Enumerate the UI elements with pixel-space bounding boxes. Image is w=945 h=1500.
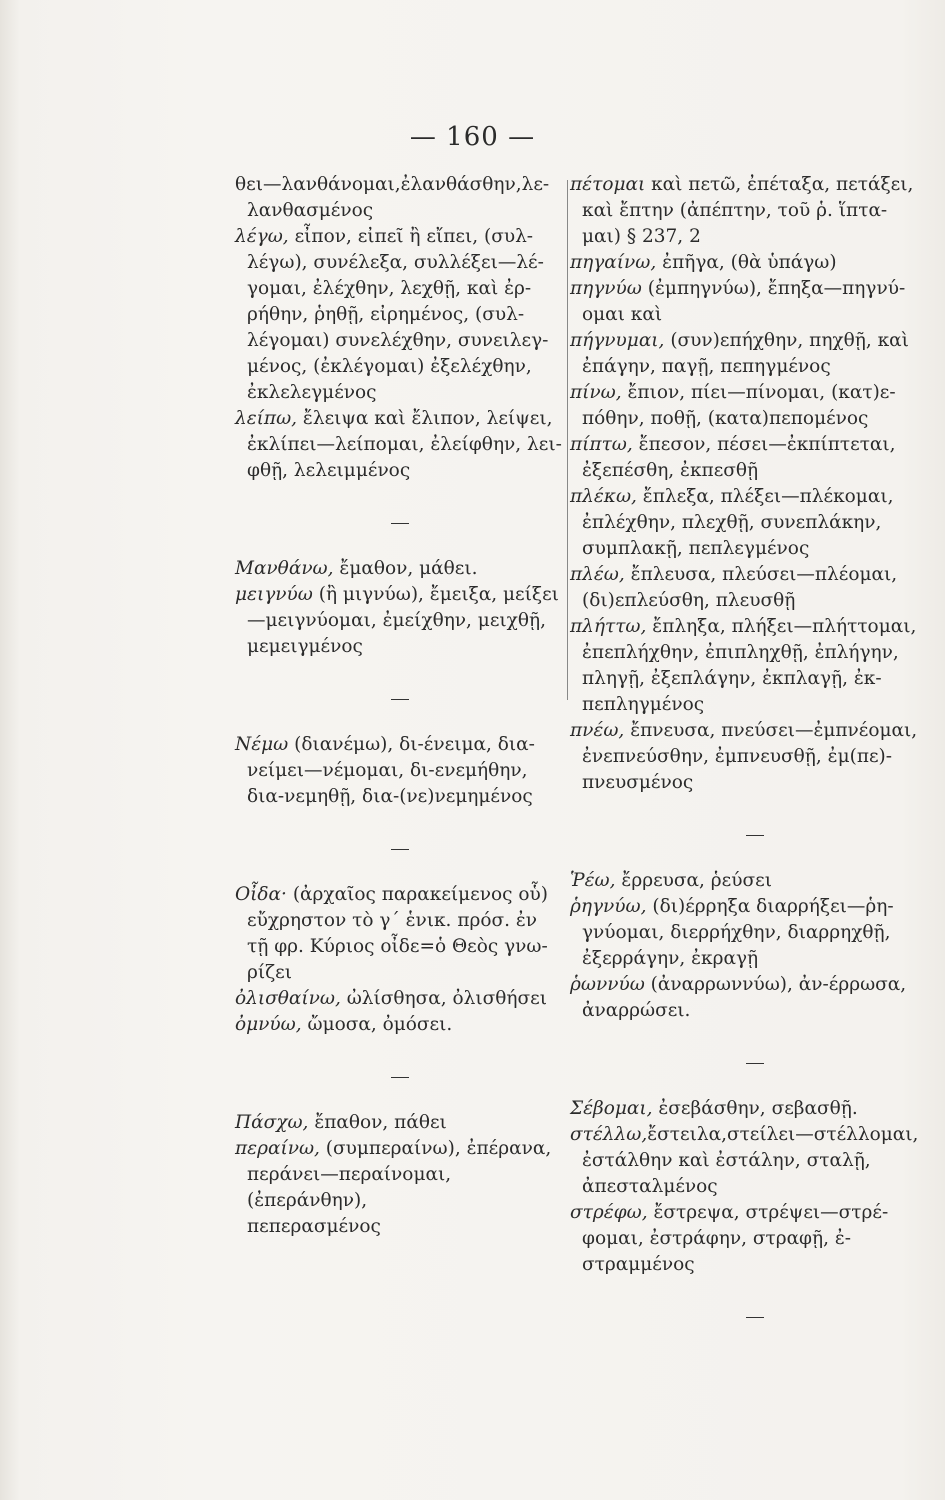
- entries-nu: [235, 732, 565, 810]
- entry-line: [235, 1214, 565, 1240]
- entry-line: [235, 908, 565, 934]
- entry-text: (ἢ μιγνύω), ἔμειξα, μείξει: [312, 584, 559, 605]
- section-separator: [235, 510, 565, 536]
- entry-line: [570, 1174, 940, 1200]
- entry-headword: πήγνυμαι,: [570, 330, 665, 351]
- entry-text: ἐξερράγην, ἐκραγῇ: [582, 948, 759, 969]
- entry-text: ἔρρευσα, ῥεύσει: [615, 870, 772, 891]
- entry-text: πεπερασμένος: [247, 1216, 381, 1237]
- entry-line: [570, 744, 940, 770]
- entry-line: [235, 1012, 565, 1038]
- entry-headword: πέτομαι: [570, 174, 646, 195]
- entry-headword: λείπω,: [235, 408, 298, 429]
- entry-line: [235, 1110, 565, 1136]
- entry-line: [235, 732, 565, 758]
- entry-headword: πίνω,: [570, 382, 622, 403]
- entry-line: [235, 172, 565, 198]
- entry-text: (διανέμω), δι-ένειμα, δια-: [288, 734, 535, 755]
- entry-line: [570, 380, 940, 406]
- entry-text: λανθασμένος: [247, 200, 374, 221]
- entry-headword: μειγνύω: [235, 584, 313, 605]
- entry-headword: ῥηγνύω,: [570, 896, 647, 917]
- entry-headword: Ῥέω,: [570, 870, 616, 891]
- entry-text: ἐπῆγα, (θὰ ὑπάγω): [656, 252, 837, 273]
- entry-line: [235, 582, 565, 608]
- entry-text: ἔστρεψα, στρέψει—στρέ-: [647, 1202, 889, 1223]
- entry-line: [570, 484, 940, 510]
- entry-text: δια-νεμηθῇ, δια-(νε)νεμημένος: [247, 786, 533, 807]
- entry-line: [235, 406, 565, 432]
- entry-text: —μειγνύομαι, ἐμείχθην, μειχθῇ,: [247, 610, 546, 631]
- entry-headword: Μανθάνω,: [235, 558, 334, 579]
- entry-headword: πνέω,: [570, 720, 625, 741]
- entry-text: ἐσεβάσθην, σεβασθῇ.: [652, 1098, 858, 1119]
- entry-text: ὠλίσθησα, ὀλισθήσει: [340, 988, 547, 1009]
- entry-headword: στρέφω,: [570, 1202, 648, 1223]
- entry-line: [570, 172, 940, 198]
- entry-text: περάνει—περαίνομαι,(ἐπεράνθην),: [247, 1164, 452, 1211]
- entries-pi-continued: [570, 172, 940, 796]
- entry-text: (ἀναρρωννύω), ἀν-έρρωσα,: [644, 974, 907, 995]
- entry-line: [570, 354, 940, 380]
- entry-text: ἀναρρώσει.: [582, 1000, 691, 1021]
- entry-text: φομαι, ἐστράφην, στραφῇ, ἐ-: [582, 1228, 852, 1249]
- entry-headword: Νέμω: [235, 734, 289, 755]
- entry-line: [570, 510, 940, 536]
- entries-pi: [235, 1110, 565, 1240]
- entry-text: καὶ πετῶ, ἐπέταξα, πετάξει,: [645, 174, 914, 195]
- entry-line: [235, 934, 565, 960]
- entry-text: φθῇ, λελειμμένος: [247, 460, 411, 481]
- entry-text: ἐκλελεγμένος: [247, 382, 377, 403]
- left-column: [235, 172, 565, 1240]
- entry-line: [570, 536, 940, 562]
- entry-line: [570, 1148, 940, 1174]
- entry-line: [570, 328, 940, 354]
- entry-headword: πηγνύω: [570, 278, 642, 299]
- entry-line: [570, 868, 940, 894]
- entry-text: πεπληγμένος: [582, 694, 705, 715]
- entry-text: ἔμαθον, μάθει.: [333, 558, 478, 579]
- entry-text: στραμμένος: [582, 1254, 695, 1275]
- entry-line: [570, 1122, 940, 1148]
- entry-text: ρήθην, ῥηθῇ, εἰρημένος, (συλ-: [247, 304, 525, 325]
- entry-line: [570, 1252, 940, 1278]
- entry-text: γνύομαι, διερρήχθην, διαρρηχθῇ,: [582, 922, 891, 943]
- entry-text: ἔπλεξα, πλέξει—πλέκομαι,: [636, 486, 894, 507]
- section-separator: [570, 1304, 940, 1330]
- entry-line: [570, 692, 940, 718]
- entry-text: (δι)επλεύσθη, πλευσθῇ: [582, 590, 796, 611]
- entry-text: μαι) § 237, 2: [582, 226, 701, 247]
- entry-text: ἔπνευσα, πνεύσει—ἐμπνέομαι,: [624, 720, 918, 741]
- section-separator: [570, 822, 940, 848]
- entry-text: ἐπάγην, παγῇ, πεπηγμένος: [582, 356, 831, 377]
- entry-line: [235, 302, 565, 328]
- entry-line: [570, 406, 940, 432]
- entry-line: [570, 1200, 940, 1226]
- page-number: — 160 —: [409, 122, 536, 152]
- entry-line: [235, 198, 565, 224]
- entry-text: ὤμοσα, ὀμόσει.: [301, 1014, 453, 1035]
- entry-text: εὔχρηστον τὸ γ΄ ἑνικ. πρόσ. ἐν: [247, 910, 538, 931]
- entry-line: [235, 250, 565, 276]
- entry-line: [570, 198, 940, 224]
- entry-line: [570, 998, 940, 1024]
- entry-text: ομαι καὶ: [582, 304, 663, 325]
- entry-headword: στέλλω,: [570, 1124, 648, 1145]
- entry-headword: πλήττω,: [570, 616, 647, 637]
- entry-text: εἶπον, εἰπεῖ ἢ εἴπει, (συλ-: [288, 226, 534, 247]
- entry-text: ἐνεπνεύσθην, ἐμπνευσθῇ, ἐμ(πε)-: [582, 746, 893, 767]
- entry-text: ἔστειλα,στείλει—στέλλομαι,: [647, 1124, 919, 1145]
- entry-text: πληγῇ, ἐξεπλάγην, ἐκπλαγῇ, ἐκ-: [582, 668, 882, 689]
- section-separator: [235, 1064, 565, 1090]
- entry-headword: πλέκω,: [570, 486, 637, 507]
- entry-text: ἐπλέχθην, πλεχθῇ, συνεπλάκην,: [582, 512, 882, 533]
- entry-headword: Πάσχω,: [235, 1112, 309, 1133]
- entry-line: [570, 640, 940, 666]
- entry-line: [570, 432, 940, 458]
- entry-text: ἐστάλθην καὶ ἐστάλην, σταλῇ,: [582, 1150, 871, 1171]
- entry-headword: πλέω,: [570, 564, 625, 585]
- column-divider: [567, 180, 568, 700]
- entry-line: [235, 634, 565, 660]
- entry-line: [235, 224, 565, 250]
- entry-headword: ὀμνύω,: [235, 1014, 302, 1035]
- entry-text: ἔπλευσα, πλεύσει—πλέομαι,: [624, 564, 898, 585]
- entry-text: (συμπεραίνω), ἐπέρανα,: [319, 1138, 552, 1159]
- entry-text: (ἐμπηγνύω), ἔπηξα—πηγνύ-: [641, 278, 906, 299]
- right-column: [570, 172, 940, 1350]
- entry-line: [235, 432, 565, 458]
- entry-line: [570, 614, 940, 640]
- entry-text: θει—λανθάνομαι,ἐλανθάσθην,λε-: [235, 174, 550, 195]
- entry-headword: Σέβομαι,: [570, 1098, 653, 1119]
- entry-text: λέγομαι) συνελέχθην, συνειλεγ-: [247, 330, 549, 351]
- entry-text: ἔπιον, πίει—πίνομαι, (κατ)ε-: [621, 382, 896, 403]
- entry-text: πνευσμένος: [582, 772, 694, 793]
- entry-line: [235, 556, 565, 582]
- entry-text: λέγω), συνέλεξα, συλλέξει—λέ-: [247, 252, 544, 273]
- entry-line: [570, 718, 940, 744]
- entry-headword: ὀλισθαίνω,: [235, 988, 341, 1009]
- entry-line: [570, 666, 940, 692]
- entry-line: [570, 250, 940, 276]
- entry-line: [570, 1096, 940, 1122]
- entry-text: νείμει—νέμομαι, δι-ενεμήθην,: [247, 760, 528, 781]
- entry-text: γομαι, ἐλέχθην, λεχθῇ, καὶ ἐρ-: [247, 278, 532, 299]
- entry-headword: ῥωννύω: [570, 974, 645, 995]
- entry-text: συμπλακῇ, πεπλεγμένος: [582, 538, 810, 559]
- entry-text: μεμειγμένος: [247, 636, 363, 657]
- entries-omicron: [235, 882, 565, 1038]
- entry-line: [570, 920, 940, 946]
- entry-line: [570, 770, 940, 796]
- entry-text: (συν)επήχθην, πηχθῇ, καὶ: [664, 330, 909, 351]
- entry-text: ἔπληξα, πλήξει—πλήττομαι,: [646, 616, 917, 637]
- entry-text: ἔπεσον, πέσει—ἐκπίπτεται,: [632, 434, 896, 455]
- entry-line: [570, 946, 940, 972]
- entry-headword: λέγω,: [235, 226, 289, 247]
- entry-text: (δι)έρρηξα διαρρήξει—ῥη-: [646, 896, 894, 917]
- entry-text: ἐξεπέσθη, ἐκπεσθῇ: [582, 460, 759, 481]
- entries-sigma: [570, 1096, 940, 1278]
- entry-text: ἀπεσταλμένος: [582, 1176, 718, 1197]
- entry-line: [570, 1226, 940, 1252]
- entry-text: μένος, (ἐκλέγομαι) ἐξελέχθην,: [247, 356, 532, 377]
- entry-line: [235, 960, 565, 986]
- entry-text: τῇ φρ. Κύριος οἶδε=ὁ Θεὸς γνω-: [247, 936, 548, 957]
- entry-line: [235, 608, 565, 634]
- entry-line: [235, 354, 565, 380]
- entries-mu: [235, 556, 565, 660]
- entry-line: [570, 562, 940, 588]
- entry-line: [570, 302, 940, 328]
- section-separator: [570, 1050, 940, 1076]
- entry-line: [570, 894, 940, 920]
- entry-line: [235, 380, 565, 406]
- section-separator: [235, 686, 565, 712]
- entries-rho: [570, 868, 940, 1024]
- entry-text: πόθην, ποθῇ, (κατα)πεπομένος: [582, 408, 869, 429]
- entry-line: [235, 458, 565, 484]
- entry-line: [235, 784, 565, 810]
- entry-line: [570, 458, 940, 484]
- entry-headword: πίπτω,: [570, 434, 633, 455]
- entry-headword: πηγαίνω,: [570, 252, 657, 273]
- entry-line: [235, 1136, 565, 1162]
- entry-text: ἐκλίπει—λείπομαι, ἐλείφθην, λει-: [247, 434, 562, 455]
- section-separator: [235, 836, 565, 862]
- entry-text: ἔλειψα καὶ ἔλιπον, λείψει,: [297, 408, 553, 429]
- entry-line: [235, 986, 565, 1012]
- entry-text: ἐπεπλήχθην, ἐπιπληχθῇ, ἐπλήγην,: [582, 642, 899, 663]
- entry-line: [570, 276, 940, 302]
- entry-line: [570, 588, 940, 614]
- entry-line: [570, 224, 940, 250]
- entry-text: (ἀρχαῖος παρακείμενος οὗ): [286, 884, 548, 905]
- entry-line: [235, 328, 565, 354]
- entry-text: ἔπαθον, πάθει: [308, 1112, 447, 1133]
- entry-line: [235, 276, 565, 302]
- entry-headword: Οἶδα·: [235, 884, 287, 905]
- entry-headword: περαίνω,: [235, 1138, 320, 1159]
- entry-text: καὶ ἔπτην (ἀπέπτην, τοῦ ῥ. ἵπτα-: [582, 200, 888, 221]
- entries-lambda: [235, 172, 565, 484]
- entry-line: [235, 882, 565, 908]
- entry-line: [235, 1162, 565, 1214]
- entry-line: [235, 758, 565, 784]
- entry-text: ρίζει: [247, 962, 292, 983]
- entry-line: [570, 972, 940, 998]
